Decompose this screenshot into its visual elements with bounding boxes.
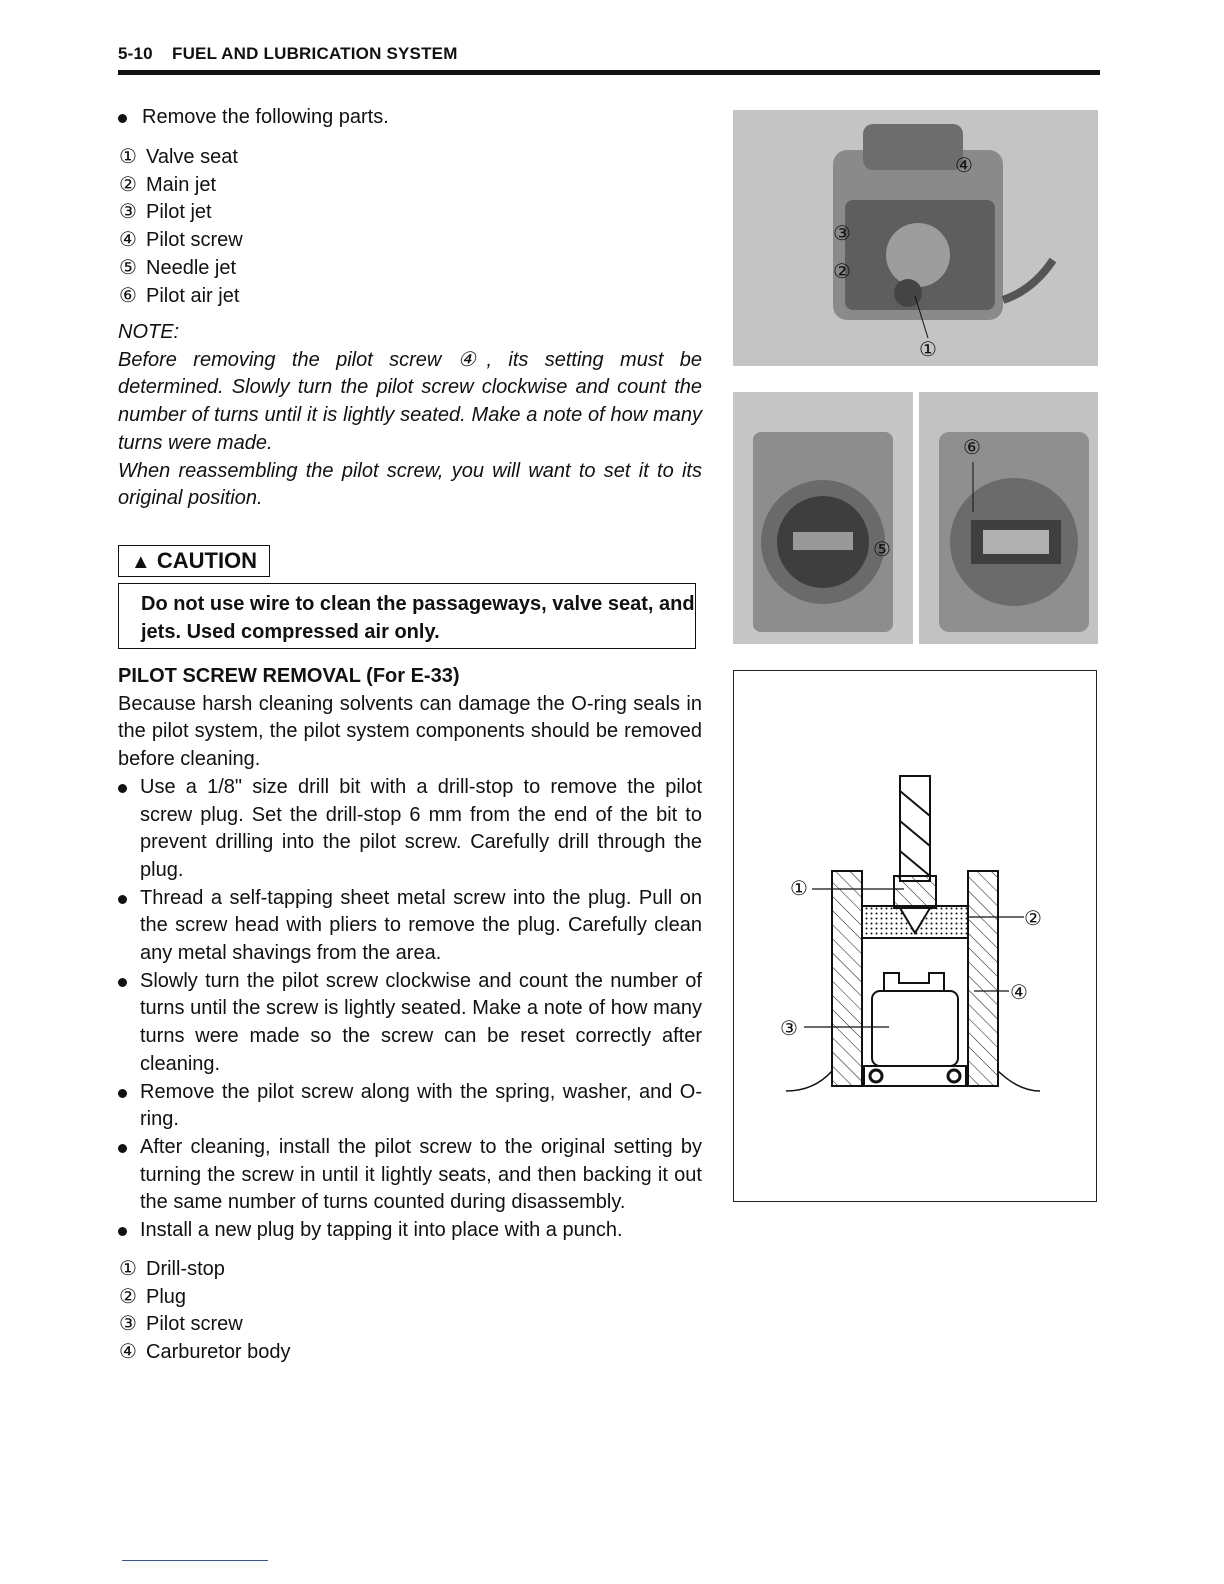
diagram-callout-1: ① [790, 876, 808, 900]
caution-box: Do not use wire to clean the passageways, valve seat, and jets. Used compressed air only. [118, 583, 696, 649]
part-number: ④ [119, 229, 137, 252]
legend-number: ③ [119, 1313, 137, 1336]
pilot-section-intro: Because harsh cleaning solvents can damage the O-ring seals in the pilot system, the pilot system components should be removed before cleaning. [118, 692, 702, 771]
legend-number: ① [119, 1258, 137, 1280]
callout-3: ③ [833, 221, 851, 245]
page-header [118, 40, 1100, 75]
parts-list-item [118, 255, 702, 283]
part-label: Pilot air jet [146, 284, 240, 307]
diagram-callout-4: ④ [1010, 980, 1028, 1004]
callout-6: ⑥ [963, 435, 981, 459]
legend-item [118, 1311, 702, 1339]
pilot-step: Thread a self-tapping sheet metal screw into the plug. Pull on the screw head with pliers to remove the plug. Carefully clean any metal shavings from the area. [118, 885, 702, 968]
legend-item [118, 1256, 702, 1284]
part-number: ① [119, 146, 137, 168]
note-heading: NOTE: [118, 321, 180, 343]
parts-list-item [118, 227, 702, 255]
legend-label: Drill-stop [146, 1258, 225, 1280]
warning-icon: ▲ [130, 551, 151, 573]
part-number: ③ [119, 201, 137, 224]
part-label: Needle jet [146, 256, 237, 279]
callout-4: ④ [955, 153, 973, 177]
callout-1: ① [919, 337, 937, 361]
part-number: ② [119, 173, 137, 196]
part-label: Pilot jet [146, 201, 212, 224]
legend-label: Pilot screw [146, 1313, 243, 1336]
footer-rule [122, 1560, 268, 1561]
diagram-callout-3: ③ [780, 1016, 798, 1040]
callout-2: ② [833, 259, 851, 283]
parts-list-item [118, 283, 702, 311]
note-text-1: Before removing the pilot screw ④, its setting must be determined. Slowly turn the pilot screw clockwise and count the number of turns until it is lightly seated. Make a note of how many turns were made. [118, 348, 702, 454]
legend-item [118, 1284, 702, 1312]
parts-list-item [118, 144, 702, 172]
part-label: Pilot screw [146, 229, 243, 252]
note-block [118, 319, 702, 513]
diagram-legend [118, 1256, 702, 1367]
pilot-step: After cleaning, install the pilot screw to the original setting by turning the screw in until it lightly seats, and then backing it out the same number of turns counted during disassembly. [118, 1134, 702, 1217]
legend-label: Plug [146, 1285, 187, 1308]
pilot-section [118, 663, 702, 1245]
drill-diagram [733, 670, 1097, 1202]
pilot-step: Remove the pilot screw along with the spring, washer, and O-ring. [118, 1079, 702, 1134]
part-label: Main jet [146, 173, 217, 196]
part-number: ⑤ [119, 256, 137, 279]
part-label: Valve seat [146, 146, 238, 168]
caution-label: ▲ CAUTION [118, 545, 270, 577]
parts-list-item [118, 199, 702, 227]
pilot-step: Slowly turn the pilot screw clockwise and count the number of turns until the screw is lightly seated. Make a note of how many turns were made so the screw can be reset correctly after cleaning. [118, 968, 702, 1079]
pilot-step: Install a new plug by tapping it into place with a punch. [118, 1217, 702, 1245]
pilot-step: Use a 1/8" size drill bit with a drill-stop to remove the pilot screw plug. Set the drill-stop 6 mm from the end of the bit to prevent drilling into the pilot screw. Carefully drill through the plug. [118, 774, 702, 885]
pilot-section-title: PILOT SCREW REMOVAL (For E-33) [118, 665, 460, 687]
page-number: 5-10 [118, 44, 153, 63]
carburetor-photo-bottom-left [733, 392, 913, 644]
pilot-steps [118, 774, 702, 1245]
legend-item [118, 1339, 702, 1367]
intro-block [118, 104, 702, 132]
intro-instruction: Remove the following parts. [118, 104, 702, 132]
legend-number: ② [119, 1285, 137, 1308]
diagram-callout-2: ② [1024, 906, 1042, 930]
legend-label: Carburetor body [146, 1341, 291, 1364]
part-number: ⑥ [119, 284, 137, 307]
note-text-2: When reassembling the pilot screw, you will want to set it to its original position. [118, 459, 702, 510]
carburetor-photo-top [733, 110, 1098, 366]
parts-list-item [118, 172, 702, 200]
legend-number: ④ [119, 1341, 137, 1364]
carburetor-photo-bottom-right [919, 392, 1098, 644]
parts-list [118, 144, 702, 310]
section-title: FUEL AND LUBRICATION SYSTEM [172, 44, 458, 63]
callout-5: ⑤ [873, 537, 891, 561]
